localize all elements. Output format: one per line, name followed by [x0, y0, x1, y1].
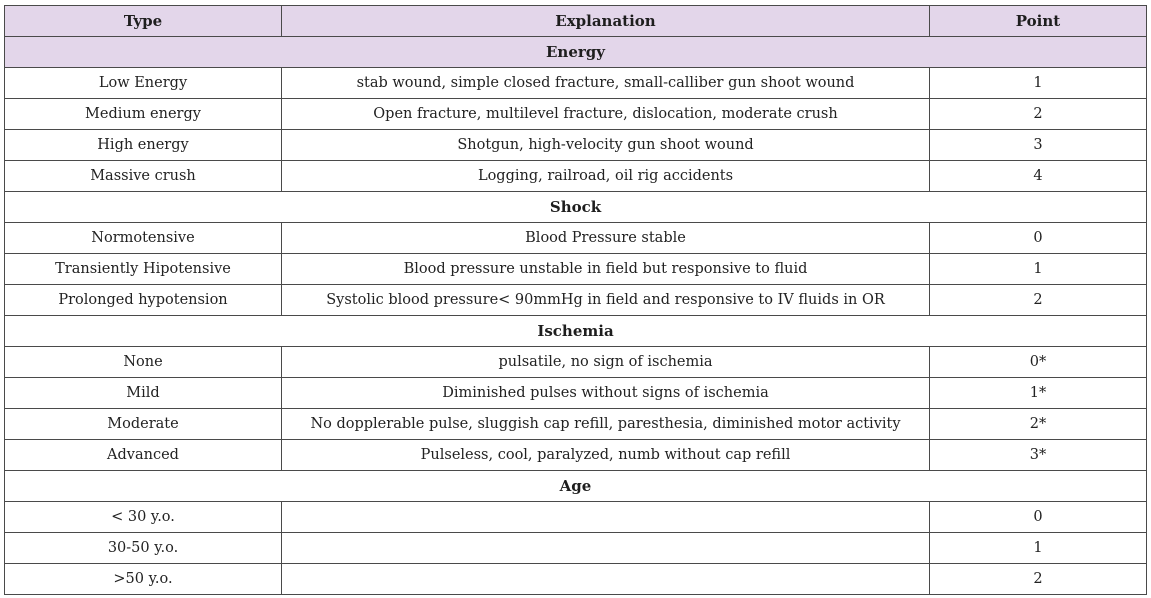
- cell-explanation: No dopplerable pulse, sluggish cap refill, paresthesia, diminished motor activity: [282, 409, 930, 440]
- cell-explanation: stab wound, simple closed fracture, small-calliber gun shoot wound: [282, 68, 930, 99]
- cell-point: 2: [930, 285, 1147, 316]
- cell-point: 4: [930, 161, 1147, 192]
- cell-explanation: [282, 533, 930, 564]
- cell-point: 0: [930, 223, 1147, 254]
- cell-point: 0: [930, 502, 1147, 533]
- cell-type: Advanced: [5, 440, 282, 471]
- score-table: [4, 5, 1147, 595]
- section-row-ischemia: [5, 316, 1147, 347]
- cell-explanation: Pulseless, cool, paralyzed, numb without cap refill: [282, 440, 930, 471]
- section-title: Age: [5, 471, 1147, 502]
- table-row: [5, 161, 1147, 192]
- cell-explanation: pulsatile, no sign of ischemia: [282, 347, 930, 378]
- cell-type: >50 y.o.: [5, 564, 282, 595]
- cell-type: High energy: [5, 130, 282, 161]
- cell-type: Transiently Hipotensive: [5, 254, 282, 285]
- section-title: Energy: [5, 37, 1147, 68]
- cell-type: 30-50 y.o.: [5, 533, 282, 564]
- cell-point: 1: [930, 254, 1147, 285]
- table-row: [5, 68, 1147, 99]
- header-type: Type: [5, 6, 282, 37]
- cell-point: 1*: [930, 378, 1147, 409]
- table-row: [5, 502, 1147, 533]
- cell-point: 1: [930, 533, 1147, 564]
- cell-type: Massive crush: [5, 161, 282, 192]
- cell-type: Medium energy: [5, 99, 282, 130]
- cell-explanation: Blood pressure unstable in field but responsive to fluid: [282, 254, 930, 285]
- table-body: [5, 37, 1147, 595]
- table-row: [5, 285, 1147, 316]
- section-title: Ischemia: [5, 316, 1147, 347]
- cell-explanation: Diminished pulses without signs of ischemia: [282, 378, 930, 409]
- table-row: [5, 223, 1147, 254]
- section-title: Shock: [5, 192, 1147, 223]
- cell-point: 3: [930, 130, 1147, 161]
- header-explanation: Explanation: [282, 6, 930, 37]
- section-row-energy: [5, 37, 1147, 68]
- header-row: [5, 6, 1147, 37]
- cell-point: 1: [930, 68, 1147, 99]
- cell-type: Moderate: [5, 409, 282, 440]
- table-row: [5, 564, 1147, 595]
- cell-explanation: Blood Pressure stable: [282, 223, 930, 254]
- cell-explanation: [282, 564, 930, 595]
- cell-type: < 30 y.o.: [5, 502, 282, 533]
- table-row: [5, 99, 1147, 130]
- cell-type: Normotensive: [5, 223, 282, 254]
- cell-point: 2: [930, 564, 1147, 595]
- cell-explanation: Shotgun, high-velocity gun shoot wound: [282, 130, 930, 161]
- cell-point: 0*: [930, 347, 1147, 378]
- table-header: [5, 6, 1147, 37]
- table-row: [5, 378, 1147, 409]
- cell-explanation: [282, 502, 930, 533]
- section-row-age: [5, 471, 1147, 502]
- table-row: [5, 440, 1147, 471]
- header-point: Point: [930, 6, 1147, 37]
- cell-point: 3*: [930, 440, 1147, 471]
- cell-type: Prolonged hypotension: [5, 285, 282, 316]
- cell-point: 2*: [930, 409, 1147, 440]
- table-row: [5, 254, 1147, 285]
- section-row-shock: [5, 192, 1147, 223]
- table-row: [5, 533, 1147, 564]
- cell-explanation: Systolic blood pressure< 90mmHg in field and responsive to IV fluids in OR: [282, 285, 930, 316]
- table-row: [5, 409, 1147, 440]
- table-row: [5, 130, 1147, 161]
- cell-explanation: Open fracture, multilevel fracture, dislocation, moderate crush: [282, 99, 930, 130]
- cell-point: 2: [930, 99, 1147, 130]
- table-row: [5, 347, 1147, 378]
- cell-type: None: [5, 347, 282, 378]
- cell-explanation: Logging, railroad, oil rig accidents: [282, 161, 930, 192]
- cell-type: Mild: [5, 378, 282, 409]
- cell-type: Low Energy: [5, 68, 282, 99]
